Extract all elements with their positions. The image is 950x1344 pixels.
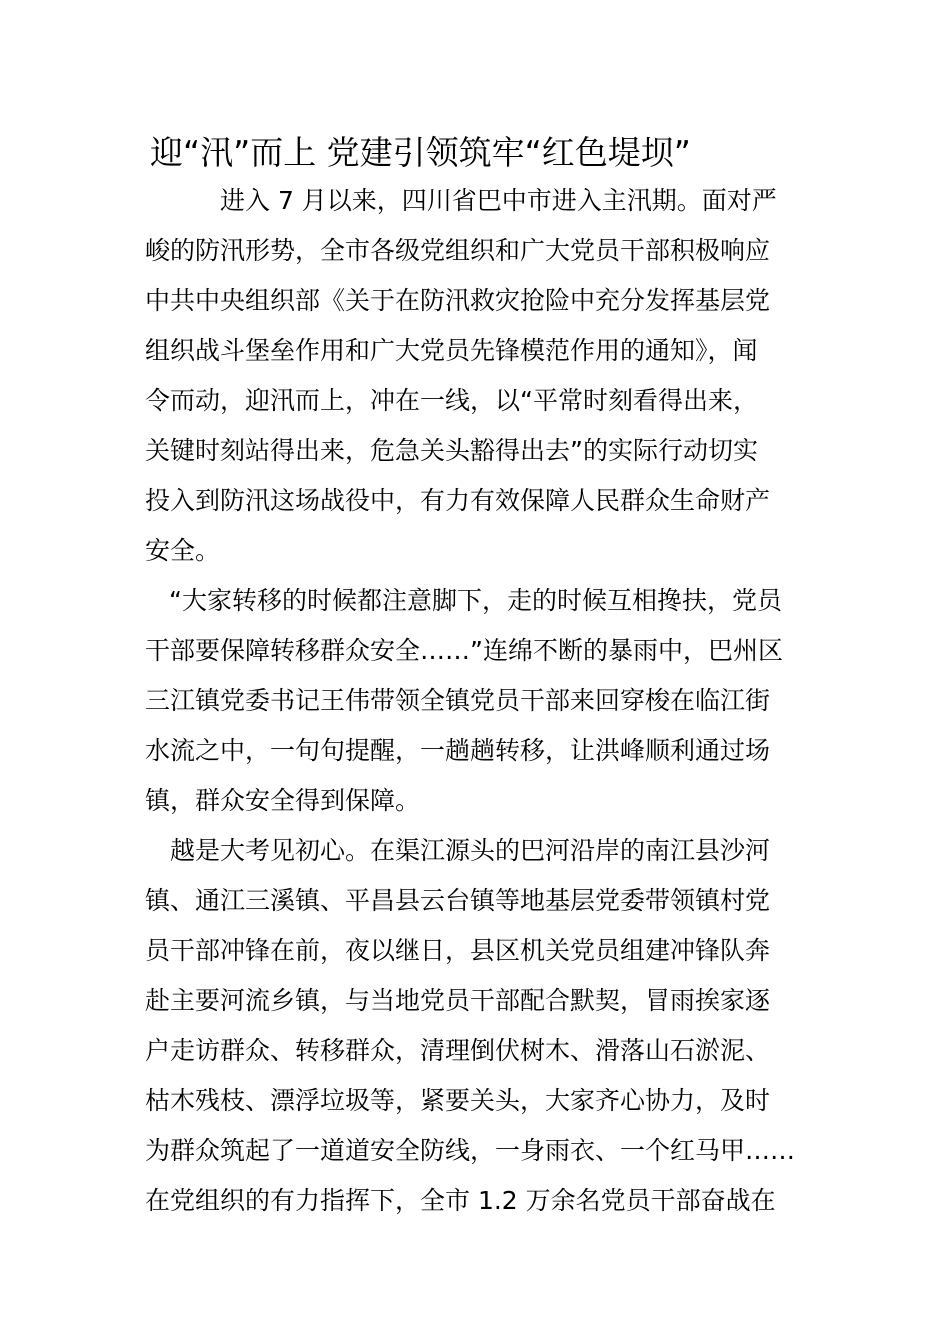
text-line: 镇、通江三溪镇、平昌县云台镇等地基层党委带领镇村党 <box>145 886 771 915</box>
text-line: 中共中央组织部《关于在防汛救灾抢险中充分发挥基层党 <box>145 286 771 315</box>
text-line: 令而动，迎汛而上，冲在一线，以“平常时刻看得出来， <box>145 386 758 415</box>
document-body <box>145 176 813 1226</box>
document-title: 迎“汛”而上 党建引领筑牢“红色堤坝” <box>150 133 691 172</box>
text-line: 水流之中，一句句提醒，一趟趟转移，让洪峰顺利通过场 <box>145 736 771 765</box>
text-line: 干部要保障转移群众安全……”连绵不断的暴雨中，巴州区 <box>145 636 783 665</box>
text-line: 组织战斗堡垒作用和广大党员先锋模范作用的通知》，闻 <box>145 336 758 365</box>
text-line: 安全。 <box>145 536 221 565</box>
text-line: 峻的防汛形势，全市各级党组织和广大党员干部积极响应 <box>145 236 771 265</box>
text-line: 赴主要河流乡镇，与当地党员干部配合默契，冒雨挨家逐 <box>145 986 771 1015</box>
text-line: 户走访群众、转移群众，清理倒伏树木、滑落山石淤泥、 <box>145 1036 771 1065</box>
text-line: 镇，群众安全得到保障。 <box>145 786 421 815</box>
text-line: 进入 7 月以来，四川省巴中市进入主汛期。面对严 <box>145 186 777 215</box>
text-line: 越是大考见初心。在渠江源头的巴河沿岸的南江县沙河 <box>170 836 771 865</box>
text-line: 三江镇党委书记王伟带领全镇党员干部来回穿梭在临江街 <box>145 686 771 715</box>
text-line: “大家转移的时候都注意脚下，走的时候互相搀扶，党员 <box>169 586 782 615</box>
text-line: 员干部冲锋在前，夜以继日，县区机关党员组建冲锋队奔 <box>145 936 771 965</box>
text-line: 关键时刻站得出来，危急关头豁得出去”的实际行动切实 <box>145 436 758 465</box>
text-line: 投入到防汛这场战役中，有力有效保障人民群众生命财产 <box>145 486 771 515</box>
text-line: 为群众筑起了一道道安全防线，一身雨衣、一个红马甲…… <box>145 1136 796 1165</box>
text-line: 在党组织的有力指挥下，全市 1.2 万余名党员干部奋战在 <box>145 1186 776 1215</box>
text-line: 枯木残枝、漂浮垃圾等，紧要关头，大家齐心协力，及时 <box>145 1086 771 1115</box>
